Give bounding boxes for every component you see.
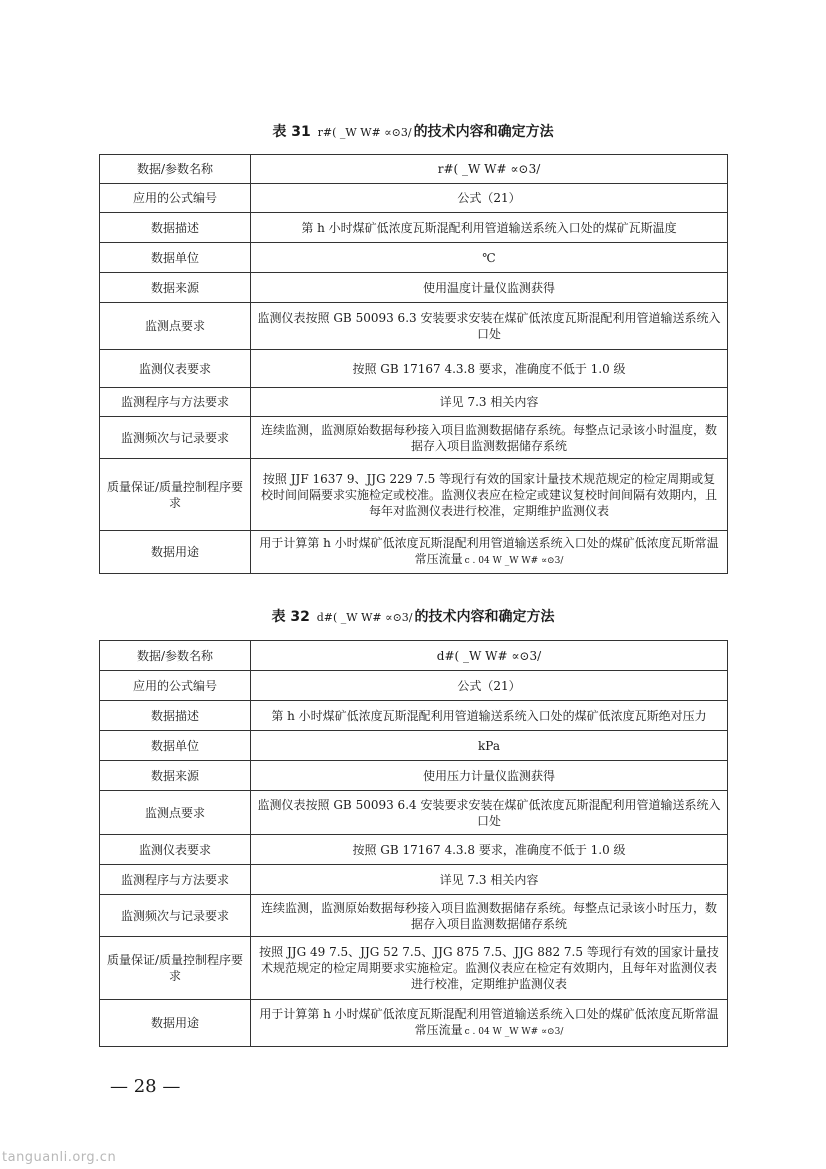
table-row: [100, 641, 728, 671]
row-key: 应用的公式编号: [100, 671, 251, 701]
table-row: [100, 835, 728, 865]
row-key: 监测程序与方法要求: [100, 865, 251, 895]
row-key: 数据用途: [100, 1000, 251, 1047]
row-value: 使用温度计量仪监测获得: [251, 273, 728, 303]
row-value: 公式（21）: [251, 184, 728, 213]
table-row: [100, 701, 728, 731]
row-value: 详见 7.3 相关内容: [251, 388, 728, 417]
table-row: [100, 791, 728, 835]
table-31-caption-suffix: 的技术内容和确定方法: [413, 124, 554, 140]
table-row: [100, 155, 728, 184]
row-key: 监测频次与记录要求: [100, 417, 251, 459]
table-row: [100, 303, 728, 350]
watermark: tanguanli.org.cn: [2, 1150, 117, 1165]
row-value: 监测仪表按照 GB 50093 6.4 安装要求安装在煤矿低浓度瓦斯混配利用管道输送系统入口处: [251, 791, 728, 835]
row-value: 按照 GB 17167 4.3.8 要求，准确度不低于 1.0 级: [251, 350, 728, 388]
row-key: 监测仪表要求: [100, 350, 251, 388]
row-key: 应用的公式编号: [100, 184, 251, 213]
page-number: — 28 —: [110, 1076, 181, 1097]
row-value: r#( _W W# ∝⊙3/: [251, 155, 728, 184]
row-value: [251, 531, 728, 574]
row-key: 监测点要求: [100, 791, 251, 835]
table-row: [100, 388, 728, 417]
row-value: 连续监测，监测原始数据每秒接入项目监测数据储存系统。每整点记录该小时温度，数据存入项目监测数据储存系统: [251, 417, 728, 459]
table-row: [100, 671, 728, 701]
row-value: 监测仪表按照 GB 50093 6.3 安装要求安装在煤矿低浓度瓦斯混配利用管道输送系统入口处: [251, 303, 728, 350]
row-value: ℃: [251, 243, 728, 273]
table-row: [100, 1000, 728, 1047]
table-row: [100, 417, 728, 459]
row-key: 监测程序与方法要求: [100, 388, 251, 417]
row-key: 质量保证/质量控制程序要求: [100, 937, 251, 1000]
row-value: 详见 7.3 相关内容: [251, 865, 728, 895]
row-value: d#( _W W# ∝⊙3/: [251, 641, 728, 671]
row-key: 数据单位: [100, 243, 251, 273]
row-value: 使用压力计量仪监测获得: [251, 761, 728, 791]
row-value: 公式（21）: [251, 671, 728, 701]
row-key: 数据单位: [100, 731, 251, 761]
row-key: 监测仪表要求: [100, 835, 251, 865]
table-row: [100, 895, 728, 937]
row-value: 第 h 小时煤矿低浓度瓦斯混配利用管道输送系统入口处的煤矿瓦斯温度: [251, 213, 728, 243]
row-key: 数据描述: [100, 213, 251, 243]
table-row: [100, 731, 728, 761]
row-value-subscript: c . 04 W _W W# ∝⊙3/: [464, 1027, 564, 1037]
row-value: [251, 1000, 728, 1047]
table-32-caption-symbol: d#( _W W# ∝⊙3/: [316, 611, 413, 624]
table-row: [100, 459, 728, 531]
table-row: [100, 350, 728, 388]
table-31-caption-symbol: r#( _W W# ∝⊙3/: [317, 126, 412, 139]
row-value: 按照 GB 17167 4.3.8 要求，准确度不低于 1.0 级: [251, 835, 728, 865]
row-value: 按照 JJF 1637 9、JJG 229 7.5 等现行有效的国家计量技术规范规定的检定周期或复校时间间隔要求实施检定或校准。监测仪表应在检定或建议复校时间间隔有效期内，且每年对监测仪表进行校准，定期维护监测仪表: [251, 459, 728, 531]
table-row: [100, 865, 728, 895]
row-value: 连续监测，监测原始数据每秒接入项目监测数据储存系统。每整点记录该小时压力，数据存入项目监测数据储存系统: [251, 895, 728, 937]
row-value: 第 h 小时煤矿低浓度瓦斯混配利用管道输送系统入口处的煤矿低浓度瓦斯绝对压力: [251, 701, 728, 731]
row-value: 按照 JJG 49 7.5、JJG 52 7.5、JJG 875 7.5、JJG 882 7.5 等现行有效的国家计量技术规范规定的检定周期要求实施检定。监测仪表应在检定有效期内，且每年对监测仪表进行校准，定期维护监测仪表: [251, 937, 728, 1000]
row-value: kPa: [251, 731, 728, 761]
row-key: 数据来源: [100, 273, 251, 303]
table-32-caption-prefix: 表 32: [271, 609, 310, 625]
table-31: [99, 154, 728, 574]
row-key: 监测频次与记录要求: [100, 895, 251, 937]
table-31-caption: [0, 121, 826, 141]
table-row: [100, 761, 728, 791]
row-value-text: 用于计算第 h 小时煤矿低浓度瓦斯混配利用管道输送系统入口处的煤矿低浓度瓦斯常温常压流量: [259, 536, 719, 566]
table-row: [100, 184, 728, 213]
row-value-text: 用于计算第 h 小时煤矿低浓度瓦斯混配利用管道输送系统入口处的煤矿低浓度瓦斯常温常压流量: [259, 1007, 719, 1037]
table-row: [100, 213, 728, 243]
table-31-caption-prefix: 表 31: [272, 124, 311, 140]
table-32-caption: [0, 606, 826, 626]
row-value-subscript: c . 04 W _W W# ∝⊙3/: [464, 556, 564, 566]
table-32-caption-suffix: 的技术内容和确定方法: [414, 609, 555, 625]
row-key: 数据来源: [100, 761, 251, 791]
row-key: 数据用途: [100, 531, 251, 574]
row-key: 数据描述: [100, 701, 251, 731]
row-key: 监测点要求: [100, 303, 251, 350]
row-key: 质量保证/质量控制程序要求: [100, 459, 251, 531]
table-row: [100, 273, 728, 303]
table-32: [99, 640, 728, 1047]
row-key: 数据/参数名称: [100, 641, 251, 671]
row-key: 数据/参数名称: [100, 155, 251, 184]
table-row: [100, 531, 728, 574]
table-row: [100, 243, 728, 273]
table-row: [100, 937, 728, 1000]
